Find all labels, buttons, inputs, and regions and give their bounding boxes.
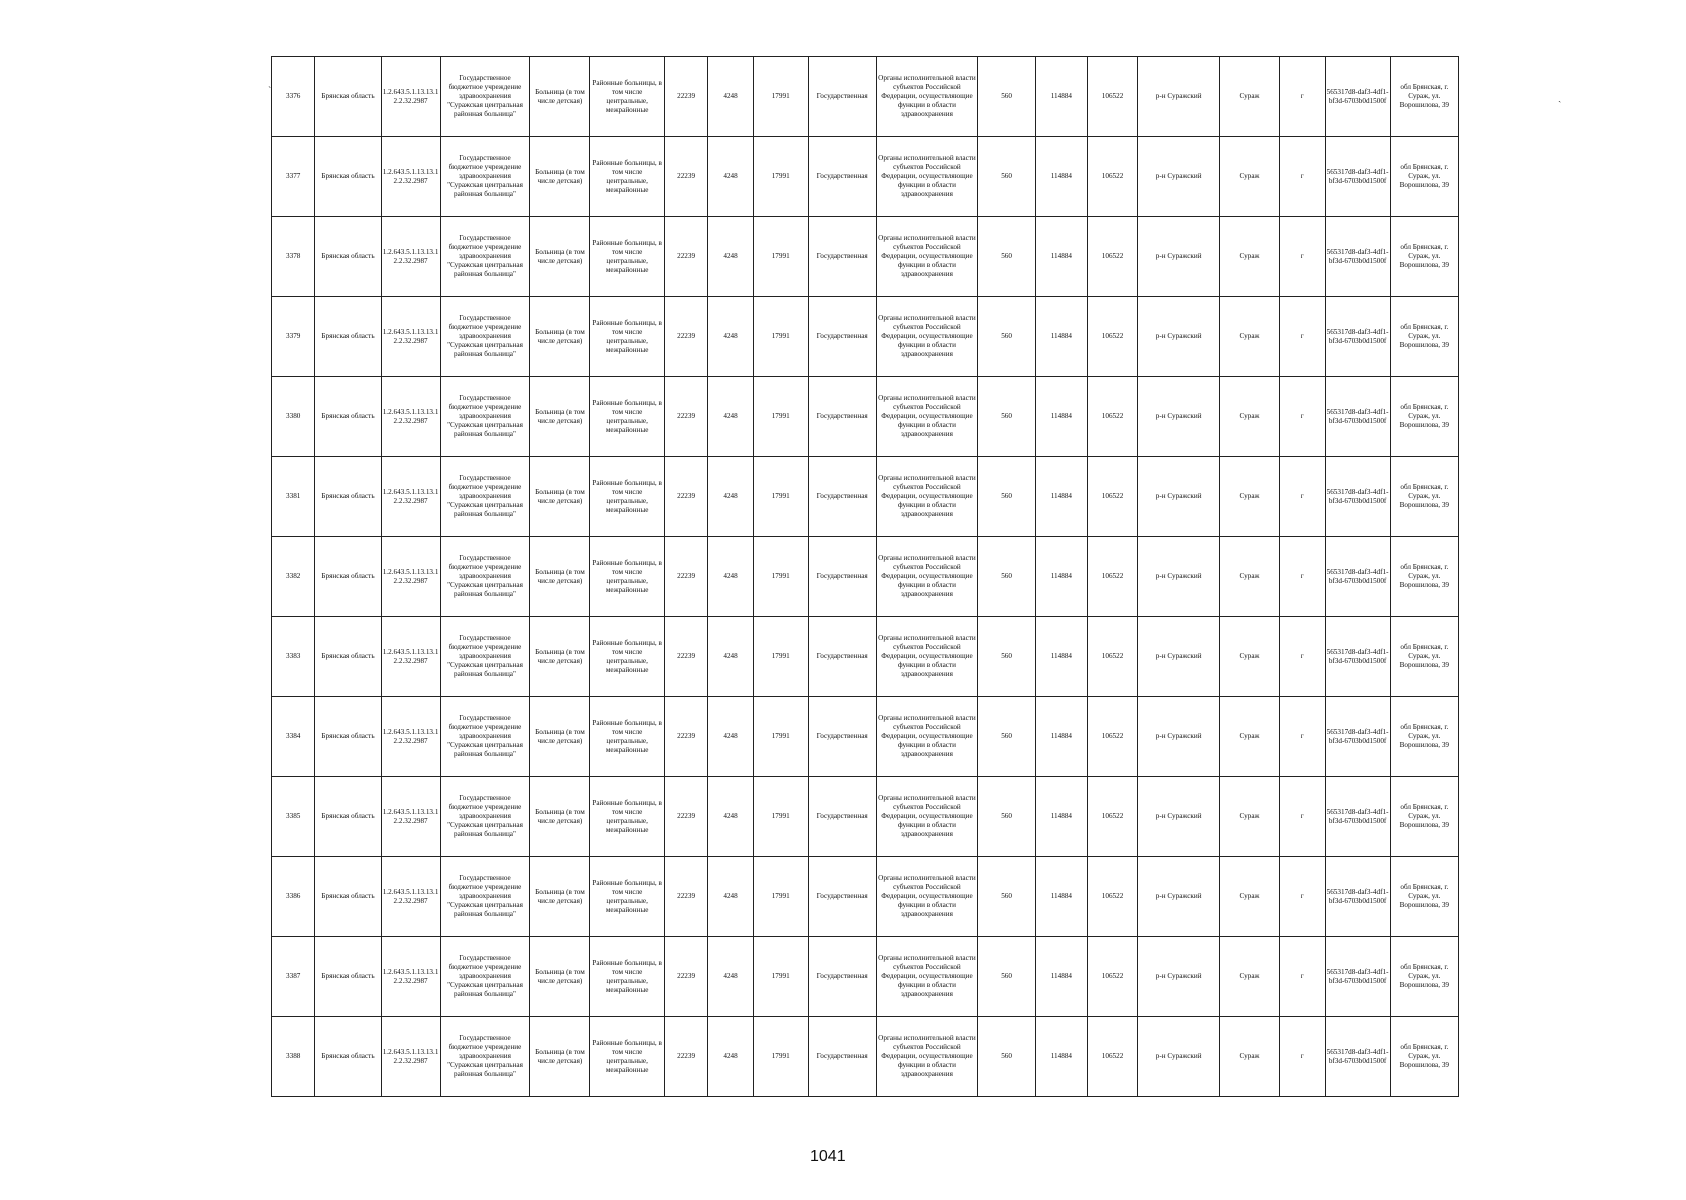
organization-cell: Государственное бюджетное учреждение здравоохранения "Суражская центральная районная больница" — [440, 937, 530, 1017]
ownership-cell: Государственная — [808, 697, 876, 777]
ownership-cell: Государственная — [808, 857, 876, 937]
table-row — [272, 1017, 1459, 1097]
organization-cell: Государственное бюджетное учреждение здравоохранения "Суражская центральная районная больница" — [440, 297, 530, 377]
authority-cell: Органы исполнительной власти субъектов Российской Федерации, осуществляющие функции в области здравоохранения — [876, 537, 977, 617]
authority-cell: Органы исполнительной власти субъектов Российской Федерации, осуществляющие функции в области здравоохранения — [876, 697, 977, 777]
oid-code-cell: 1.2.643.5.1.13.13.12.2.32.2987 — [381, 857, 440, 937]
row-number: 3377 — [272, 137, 315, 217]
guid-cell: 565317d8-daf3-4df1-bf3d-6703b0d1500f — [1325, 297, 1390, 377]
facility-subtype-cell: Районные больницы, в том числе центральные, межрайонные — [590, 617, 664, 697]
ownership-cell: Государственная — [808, 617, 876, 697]
settlement-kind-cell: г — [1280, 697, 1325, 777]
facility-type-cell: Больница (в том числе детская) — [530, 777, 590, 857]
authority-cell: Органы исполнительной власти субъектов Российской Федерации, осуществляющие функции в области здравоохранения — [876, 217, 977, 297]
oid-code-cell: 1.2.643.5.1.13.13.12.2.32.2987 — [381, 57, 440, 137]
address-cell: обл Брянская, г. Сураж, ул. Ворошилова, 39 — [1390, 777, 1458, 857]
value-3-cell: 17991 — [753, 217, 808, 297]
value-4-cell: 560 — [978, 137, 1036, 217]
value-1-cell: 22239 — [664, 937, 707, 1017]
settlement-kind-cell: г — [1280, 857, 1325, 937]
settlement-kind-cell: г — [1280, 297, 1325, 377]
value-2-cell: 4248 — [708, 457, 753, 537]
value-3-cell: 17991 — [753, 617, 808, 697]
facility-subtype-cell: Районные больницы, в том числе центральные, межрайонные — [590, 537, 664, 617]
registry-table — [271, 56, 1459, 1097]
city-cell: Сураж — [1220, 697, 1280, 777]
value-5-cell: 114884 — [1036, 857, 1088, 937]
page-number: 1041 — [810, 1148, 846, 1165]
oid-code-cell: 1.2.643.5.1.13.13.12.2.32.2987 — [381, 457, 440, 537]
settlement-kind-cell: г — [1280, 777, 1325, 857]
value-1-cell: 22239 — [664, 777, 707, 857]
table-row — [272, 857, 1459, 937]
value-4-cell: 560 — [978, 537, 1036, 617]
region-cell: Брянская область — [315, 1017, 381, 1097]
region-cell: Брянская область — [315, 297, 381, 377]
value-3-cell: 17991 — [753, 457, 808, 537]
value-2-cell: 4248 — [708, 377, 753, 457]
facility-type-cell: Больница (в том числе детская) — [530, 697, 590, 777]
value-1-cell: 22239 — [664, 1017, 707, 1097]
value-2-cell: 4248 — [708, 537, 753, 617]
value-3-cell: 17991 — [753, 777, 808, 857]
row-number: 3387 — [272, 937, 315, 1017]
facility-subtype-cell: Районные больницы, в том числе центральные, межрайонные — [590, 777, 664, 857]
district-cell: р-н Суражский — [1138, 457, 1220, 537]
oid-code-cell: 1.2.643.5.1.13.13.12.2.32.2987 — [381, 617, 440, 697]
address-cell: обл Брянская, г. Сураж, ул. Ворошилова, 39 — [1390, 137, 1458, 217]
oid-code-cell: 1.2.643.5.1.13.13.12.2.32.2987 — [381, 1017, 440, 1097]
district-cell: р-н Суражский — [1138, 297, 1220, 377]
value-1-cell: 22239 — [664, 697, 707, 777]
city-cell: Сураж — [1220, 777, 1280, 857]
facility-subtype-cell: Районные больницы, в том числе центральные, межрайонные — [590, 857, 664, 937]
address-cell: обл Брянская, г. Сураж, ул. Ворошилова, 39 — [1390, 697, 1458, 777]
authority-cell: Органы исполнительной власти субъектов Российской Федерации, осуществляющие функции в области здравоохранения — [876, 617, 977, 697]
authority-cell: Органы исполнительной власти субъектов Российской Федерации, осуществляющие функции в области здравоохранения — [876, 457, 977, 537]
organization-cell: Государственное бюджетное учреждение здравоохранения "Суражская центральная районная больница" — [440, 777, 530, 857]
guid-cell: 565317d8-daf3-4df1-bf3d-6703b0d1500f — [1325, 937, 1390, 1017]
facility-subtype-cell: Районные больницы, в том числе центральные, межрайонные — [590, 217, 664, 297]
table-row — [272, 777, 1459, 857]
organization-cell: Государственное бюджетное учреждение здравоохранения "Суражская центральная районная больница" — [440, 617, 530, 697]
city-cell: Сураж — [1220, 137, 1280, 217]
registry-sheet — [271, 56, 1459, 1097]
table-row — [272, 137, 1459, 217]
value-6-cell: 106522 — [1087, 937, 1138, 1017]
city-cell: Сураж — [1220, 57, 1280, 137]
district-cell: р-н Суражский — [1138, 1017, 1220, 1097]
facility-type-cell: Больница (в том числе детская) — [530, 1017, 590, 1097]
facility-type-cell: Больница (в том числе детская) — [530, 137, 590, 217]
facility-type-cell: Больница (в том числе детская) — [530, 537, 590, 617]
value-4-cell: 560 — [978, 857, 1036, 937]
oid-code-cell: 1.2.643.5.1.13.13.12.2.32.2987 — [381, 697, 440, 777]
facility-type-cell: Больница (в том числе детская) — [530, 457, 590, 537]
organization-cell: Государственное бюджетное учреждение здравоохранения "Суражская центральная районная больница" — [440, 137, 530, 217]
value-6-cell: 106522 — [1087, 377, 1138, 457]
facility-type-cell: Больница (в том числе детская) — [530, 217, 590, 297]
ownership-cell: Государственная — [808, 537, 876, 617]
city-cell: Сураж — [1220, 937, 1280, 1017]
row-number: 3381 — [272, 457, 315, 537]
address-cell: обл Брянская, г. Сураж, ул. Ворошилова, 39 — [1390, 217, 1458, 297]
value-3-cell: 17991 — [753, 1017, 808, 1097]
organization-cell: Государственное бюджетное учреждение здравоохранения "Суражская центральная районная больница" — [440, 697, 530, 777]
city-cell: Сураж — [1220, 377, 1280, 457]
row-number: 3380 — [272, 377, 315, 457]
district-cell: р-н Суражский — [1138, 217, 1220, 297]
authority-cell: Органы исполнительной власти субъектов Российской Федерации, осуществляющие функции в области здравоохранения — [876, 1017, 977, 1097]
row-number: 3379 — [272, 297, 315, 377]
ownership-cell: Государственная — [808, 1017, 876, 1097]
facility-subtype-cell: Районные больницы, в том числе центральные, межрайонные — [590, 457, 664, 537]
facility-subtype-cell: Районные больницы, в том числе центральные, межрайонные — [590, 377, 664, 457]
value-2-cell: 4248 — [708, 217, 753, 297]
city-cell: Сураж — [1220, 217, 1280, 297]
value-4-cell: 560 — [978, 1017, 1036, 1097]
authority-cell: Органы исполнительной власти субъектов Российской Федерации, осуществляющие функции в области здравоохранения — [876, 377, 977, 457]
value-6-cell: 106522 — [1087, 57, 1138, 137]
value-5-cell: 114884 — [1036, 457, 1088, 537]
oid-code-cell: 1.2.643.5.1.13.13.12.2.32.2987 — [381, 537, 440, 617]
settlement-kind-cell: г — [1280, 457, 1325, 537]
facility-type-cell: Больница (в том числе детская) — [530, 297, 590, 377]
settlement-kind-cell: г — [1280, 137, 1325, 217]
value-4-cell: 560 — [978, 617, 1036, 697]
value-6-cell: 106522 — [1087, 217, 1138, 297]
table-row — [272, 457, 1459, 537]
address-cell: обл Брянская, г. Сураж, ул. Ворошилова, 39 — [1390, 857, 1458, 937]
value-6-cell: 106522 — [1087, 297, 1138, 377]
value-6-cell: 106522 — [1087, 617, 1138, 697]
address-cell: обл Брянская, г. Сураж, ул. Ворошилова, 39 — [1390, 297, 1458, 377]
region-cell: Брянская область — [315, 57, 381, 137]
authority-cell: Органы исполнительной власти субъектов Российской Федерации, осуществляющие функции в области здравоохранения — [876, 777, 977, 857]
oid-code-cell: 1.2.643.5.1.13.13.12.2.32.2987 — [381, 377, 440, 457]
region-cell: Брянская область — [315, 377, 381, 457]
table-row — [272, 297, 1459, 377]
ownership-cell: Государственная — [808, 457, 876, 537]
row-number: 3376 — [272, 57, 315, 137]
city-cell: Сураж — [1220, 297, 1280, 377]
oid-code-cell: 1.2.643.5.1.13.13.12.2.32.2987 — [381, 137, 440, 217]
value-1-cell: 22239 — [664, 857, 707, 937]
settlement-kind-cell: г — [1280, 57, 1325, 137]
value-6-cell: 106522 — [1087, 777, 1138, 857]
settlement-kind-cell: г — [1280, 537, 1325, 617]
guid-cell: 565317d8-daf3-4df1-bf3d-6703b0d1500f — [1325, 777, 1390, 857]
district-cell: р-н Суражский — [1138, 57, 1220, 137]
table-row — [272, 537, 1459, 617]
settlement-kind-cell: г — [1280, 937, 1325, 1017]
facility-type-cell: Больница (в том числе детская) — [530, 617, 590, 697]
row-number: 3378 — [272, 217, 315, 297]
value-4-cell: 560 — [978, 697, 1036, 777]
row-number: 3388 — [272, 1017, 315, 1097]
oid-code-cell: 1.2.643.5.1.13.13.12.2.32.2987 — [381, 297, 440, 377]
address-cell: обл Брянская, г. Сураж, ул. Ворошилова, 39 — [1390, 1017, 1458, 1097]
district-cell: р-н Суражский — [1138, 377, 1220, 457]
guid-cell: 565317d8-daf3-4df1-bf3d-6703b0d1500f — [1325, 57, 1390, 137]
value-5-cell: 114884 — [1036, 1017, 1088, 1097]
organization-cell: Государственное бюджетное учреждение здравоохранения "Суражская центральная районная больница" — [440, 537, 530, 617]
city-cell: Сураж — [1220, 1017, 1280, 1097]
table-row — [272, 57, 1459, 137]
registry-rows — [272, 57, 1459, 1097]
row-number: 3385 — [272, 777, 315, 857]
value-3-cell: 17991 — [753, 377, 808, 457]
guid-cell: 565317d8-daf3-4df1-bf3d-6703b0d1500f — [1325, 857, 1390, 937]
district-cell: р-н Суражский — [1138, 137, 1220, 217]
table-row — [272, 617, 1459, 697]
value-2-cell: 4248 — [708, 137, 753, 217]
ownership-cell: Государственная — [808, 777, 876, 857]
district-cell: р-н Суражский — [1138, 777, 1220, 857]
scan-mark-left: ˋ — [268, 86, 272, 97]
table-row — [272, 937, 1459, 1017]
value-5-cell: 114884 — [1036, 377, 1088, 457]
facility-type-cell: Больница (в том числе детская) — [530, 57, 590, 137]
value-6-cell: 106522 — [1087, 457, 1138, 537]
table-row — [272, 697, 1459, 777]
district-cell: р-н Суражский — [1138, 857, 1220, 937]
value-5-cell: 114884 — [1036, 297, 1088, 377]
value-6-cell: 106522 — [1087, 537, 1138, 617]
value-1-cell: 22239 — [664, 217, 707, 297]
value-1-cell: 22239 — [664, 297, 707, 377]
value-5-cell: 114884 — [1036, 217, 1088, 297]
district-cell: р-н Суражский — [1138, 937, 1220, 1017]
address-cell: обл Брянская, г. Сураж, ул. Ворошилова, 39 — [1390, 57, 1458, 137]
city-cell: Сураж — [1220, 857, 1280, 937]
facility-subtype-cell: Районные больницы, в том числе центральные, межрайонные — [590, 937, 664, 1017]
value-4-cell: 560 — [978, 777, 1036, 857]
guid-cell: 565317d8-daf3-4df1-bf3d-6703b0d1500f — [1325, 697, 1390, 777]
value-3-cell: 17991 — [753, 857, 808, 937]
authority-cell: Органы исполнительной власти субъектов Российской Федерации, осуществляющие функции в области здравоохранения — [876, 137, 977, 217]
ownership-cell: Государственная — [808, 217, 876, 297]
settlement-kind-cell: г — [1280, 617, 1325, 697]
guid-cell: 565317d8-daf3-4df1-bf3d-6703b0d1500f — [1325, 377, 1390, 457]
guid-cell: 565317d8-daf3-4df1-bf3d-6703b0d1500f — [1325, 617, 1390, 697]
region-cell: Брянская область — [315, 777, 381, 857]
region-cell: Брянская область — [315, 617, 381, 697]
authority-cell: Органы исполнительной власти субъектов Российской Федерации, осуществляющие функции в области здравоохранения — [876, 297, 977, 377]
settlement-kind-cell: г — [1280, 217, 1325, 297]
value-6-cell: 106522 — [1087, 697, 1138, 777]
guid-cell: 565317d8-daf3-4df1-bf3d-6703b0d1500f — [1325, 537, 1390, 617]
value-3-cell: 17991 — [753, 137, 808, 217]
address-cell: обл Брянская, г. Сураж, ул. Ворошилова, 39 — [1390, 377, 1458, 457]
table-row — [272, 377, 1459, 457]
ownership-cell: Государственная — [808, 377, 876, 457]
facility-type-cell: Больница (в том числе детская) — [530, 857, 590, 937]
value-5-cell: 114884 — [1036, 937, 1088, 1017]
region-cell: Брянская область — [315, 697, 381, 777]
value-5-cell: 114884 — [1036, 697, 1088, 777]
value-1-cell: 22239 — [664, 617, 707, 697]
authority-cell: Органы исполнительной власти субъектов Российской Федерации, осуществляющие функции в области здравоохранения — [876, 937, 977, 1017]
region-cell: Брянская область — [315, 937, 381, 1017]
value-3-cell: 17991 — [753, 537, 808, 617]
guid-cell: 565317d8-daf3-4df1-bf3d-6703b0d1500f — [1325, 457, 1390, 537]
city-cell: Сураж — [1220, 617, 1280, 697]
district-cell: р-н Суражский — [1138, 697, 1220, 777]
value-1-cell: 22239 — [664, 137, 707, 217]
value-5-cell: 114884 — [1036, 57, 1088, 137]
region-cell: Брянская область — [315, 537, 381, 617]
region-cell: Брянская область — [315, 137, 381, 217]
value-2-cell: 4248 — [708, 297, 753, 377]
authority-cell: Органы исполнительной власти субъектов Российской Федерации, осуществляющие функции в области здравоохранения — [876, 857, 977, 937]
district-cell: р-н Суражский — [1138, 537, 1220, 617]
guid-cell: 565317d8-daf3-4df1-bf3d-6703b0d1500f — [1325, 217, 1390, 297]
region-cell: Брянская область — [315, 457, 381, 537]
value-2-cell: 4248 — [708, 1017, 753, 1097]
value-5-cell: 114884 — [1036, 537, 1088, 617]
facility-type-cell: Больница (в том числе детская) — [530, 377, 590, 457]
oid-code-cell: 1.2.643.5.1.13.13.12.2.32.2987 — [381, 217, 440, 297]
value-6-cell: 106522 — [1087, 137, 1138, 217]
row-number: 3384 — [272, 697, 315, 777]
table-row — [272, 217, 1459, 297]
value-4-cell: 560 — [978, 297, 1036, 377]
ownership-cell: Государственная — [808, 937, 876, 1017]
region-cell: Брянская область — [315, 857, 381, 937]
value-6-cell: 106522 — [1087, 1017, 1138, 1097]
value-1-cell: 22239 — [664, 457, 707, 537]
ownership-cell: Государственная — [808, 57, 876, 137]
value-4-cell: 560 — [978, 937, 1036, 1017]
city-cell: Сураж — [1220, 457, 1280, 537]
settlement-kind-cell: г — [1280, 1017, 1325, 1097]
value-2-cell: 4248 — [708, 777, 753, 857]
oid-code-cell: 1.2.643.5.1.13.13.12.2.32.2987 — [381, 937, 440, 1017]
facility-type-cell: Больница (в том числе детская) — [530, 937, 590, 1017]
value-4-cell: 560 — [978, 217, 1036, 297]
value-1-cell: 22239 — [664, 377, 707, 457]
organization-cell: Государственное бюджетное учреждение здравоохранения "Суражская центральная районная больница" — [440, 377, 530, 457]
value-2-cell: 4248 — [708, 937, 753, 1017]
facility-subtype-cell: Районные больницы, в том числе центральные, межрайонные — [590, 137, 664, 217]
value-2-cell: 4248 — [708, 617, 753, 697]
value-1-cell: 22239 — [664, 57, 707, 137]
authority-cell: Органы исполнительной власти субъектов Российской Федерации, осуществляющие функции в области здравоохранения — [876, 57, 977, 137]
organization-cell: Государственное бюджетное учреждение здравоохранения "Суражская центральная районная больница" — [440, 1017, 530, 1097]
district-cell: р-н Суражский — [1138, 617, 1220, 697]
value-2-cell: 4248 — [708, 697, 753, 777]
address-cell: обл Брянская, г. Сураж, ул. Ворошилова, 39 — [1390, 457, 1458, 537]
organization-cell: Государственное бюджетное учреждение здравоохранения "Суражская центральная районная больница" — [440, 57, 530, 137]
value-3-cell: 17991 — [753, 937, 808, 1017]
value-6-cell: 106522 — [1087, 857, 1138, 937]
row-number: 3382 — [272, 537, 315, 617]
ownership-cell: Государственная — [808, 297, 876, 377]
settlement-kind-cell: г — [1280, 377, 1325, 457]
scan-mark-right: ˎ — [1558, 92, 1562, 103]
organization-cell: Государственное бюджетное учреждение здравоохранения "Суражская центральная районная больница" — [440, 857, 530, 937]
value-5-cell: 114884 — [1036, 617, 1088, 697]
address-cell: обл Брянская, г. Сураж, ул. Ворошилова, 39 — [1390, 537, 1458, 617]
value-4-cell: 560 — [978, 57, 1036, 137]
facility-subtype-cell: Районные больницы, в том числе центральные, межрайонные — [590, 57, 664, 137]
ownership-cell: Государственная — [808, 137, 876, 217]
address-cell: обл Брянская, г. Сураж, ул. Ворошилова, 39 — [1390, 617, 1458, 697]
value-3-cell: 17991 — [753, 697, 808, 777]
guid-cell: 565317d8-daf3-4df1-bf3d-6703b0d1500f — [1325, 137, 1390, 217]
value-1-cell: 22239 — [664, 537, 707, 617]
facility-subtype-cell: Районные больницы, в том числе центральные, межрайонные — [590, 297, 664, 377]
facility-subtype-cell: Районные больницы, в том числе центральные, межрайонные — [590, 1017, 664, 1097]
value-5-cell: 114884 — [1036, 777, 1088, 857]
organization-cell: Государственное бюджетное учреждение здравоохранения "Суражская центральная районная больница" — [440, 217, 530, 297]
value-3-cell: 17991 — [753, 297, 808, 377]
value-2-cell: 4248 — [708, 57, 753, 137]
value-3-cell: 17991 — [753, 57, 808, 137]
oid-code-cell: 1.2.643.5.1.13.13.12.2.32.2987 — [381, 777, 440, 857]
organization-cell: Государственное бюджетное учреждение здравоохранения "Суражская центральная районная больница" — [440, 457, 530, 537]
row-number: 3383 — [272, 617, 315, 697]
guid-cell: 565317d8-daf3-4df1-bf3d-6703b0d1500f — [1325, 1017, 1390, 1097]
region-cell: Брянская область — [315, 217, 381, 297]
city-cell: Сураж — [1220, 537, 1280, 617]
address-cell: обл Брянская, г. Сураж, ул. Ворошилова, 39 — [1390, 937, 1458, 1017]
value-4-cell: 560 — [978, 457, 1036, 537]
value-2-cell: 4248 — [708, 857, 753, 937]
row-number: 3386 — [272, 857, 315, 937]
facility-subtype-cell: Районные больницы, в том числе центральные, межрайонные — [590, 697, 664, 777]
value-5-cell: 114884 — [1036, 137, 1088, 217]
value-4-cell: 560 — [978, 377, 1036, 457]
